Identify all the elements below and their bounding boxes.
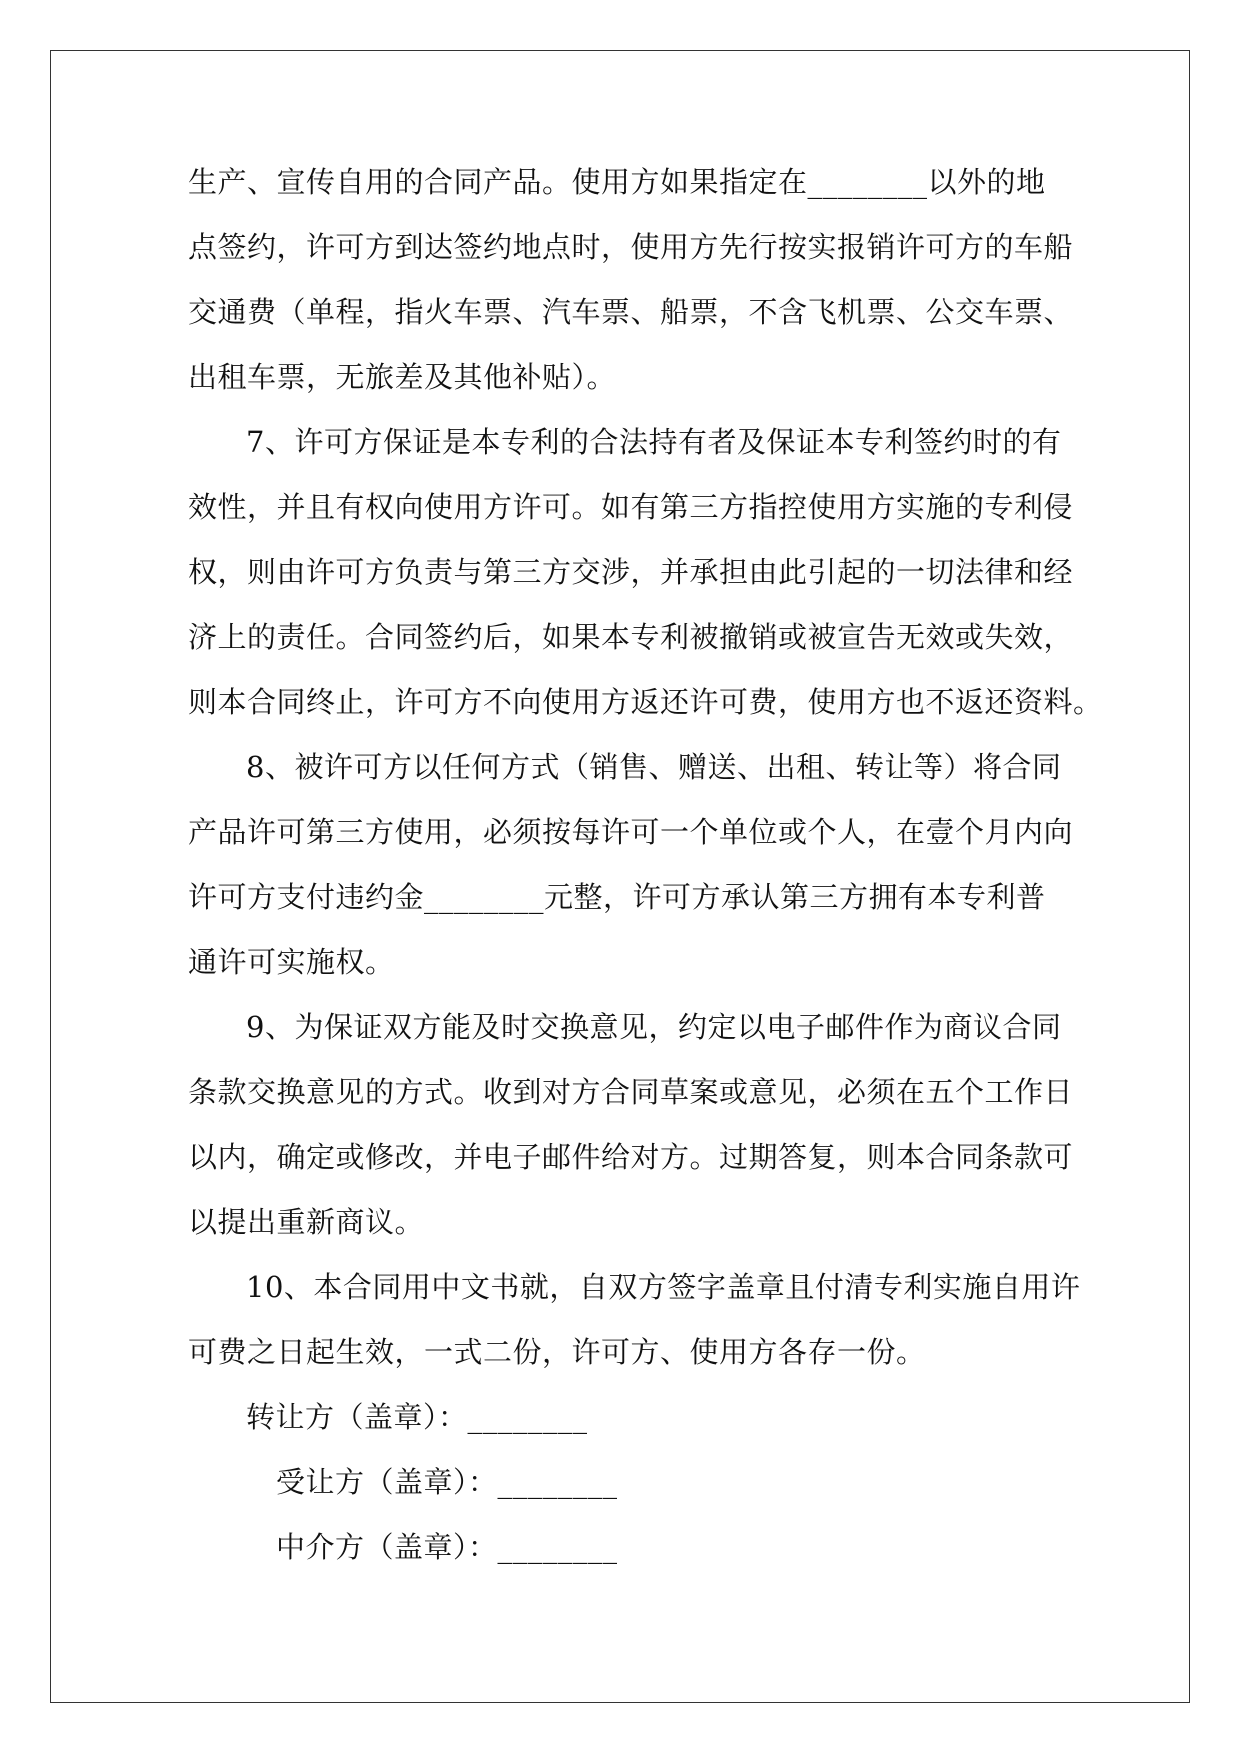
text-line: 交通费（单程，指火车票、汽车票、船票，不含飞机票、公交车票、 <box>188 295 1074 329</box>
text-line: 点签约，许可方到达签约地点时，使用方先行按实报销许可方的车船 <box>188 230 1074 264</box>
clause-10-line: 10、本合同用中文书就，自双方签字盖章且付清专利实施自用许 <box>246 1270 1081 1304</box>
document-body <box>188 150 1103 1580</box>
transferee-signature-line: 受让方（盖章）：________ <box>276 1465 618 1499</box>
text-line: 权，则由许可方负责与第三方交涉，并承担由此引起的一切法律和经 <box>188 555 1074 589</box>
text-line: 条款交换意见的方式。收到对方合同草案或意见，必须在五个工作日 <box>188 1075 1074 1109</box>
text-line: 效性，并且有权向使用方许可。如有第三方指控使用方实施的专利侵 <box>188 490 1074 524</box>
text-line: 以内，确定或修改，并电子邮件给对方。过期答复，则本合同条款可 <box>188 1140 1074 1174</box>
text-line: 出租车票，无旅差及其他补贴）。 <box>188 360 617 394</box>
intermediary-signature-line: 中介方（盖章）：________ <box>276 1530 618 1564</box>
text-line: 许可方支付违约金________元整，许可方承认第三方拥有本专利普 <box>188 880 1046 914</box>
clause-8-line: 8、被许可方以任何方式（销售、赠送、出租、转让等）将合同 <box>246 750 1062 784</box>
text-line: 则本合同终止，许可方不向使用方返还许可费，使用方也不返还资料。 <box>188 685 1103 719</box>
text-line: 产品许可第三方使用，必须按每许可一个单位或个人，在壹个月内向 <box>188 815 1074 849</box>
text-line: 可费之日起生效，一式二份，许可方、使用方各存一份。 <box>188 1335 926 1369</box>
text-line: 济上的责任。合同签约后，如果本专利被撤销或被宣告无效或失效， <box>188 620 1074 654</box>
transferor-signature-line: 转让方（盖章）：________ <box>246 1400 588 1434</box>
clause-9-line: 9、为保证双方能及时交换意见，约定以电子邮件作为商议合同 <box>246 1010 1062 1044</box>
text-line: 生产、宣传自用的合同产品。使用方如果指定在________以外的地 <box>188 165 1046 199</box>
clause-7-line: 7、许可方保证是本专利的合法持有者及保证本专利签约时的有 <box>246 425 1062 459</box>
text-line: 以提出重新商议。 <box>188 1205 425 1239</box>
text-line: 通许可实施权。 <box>188 945 395 979</box>
